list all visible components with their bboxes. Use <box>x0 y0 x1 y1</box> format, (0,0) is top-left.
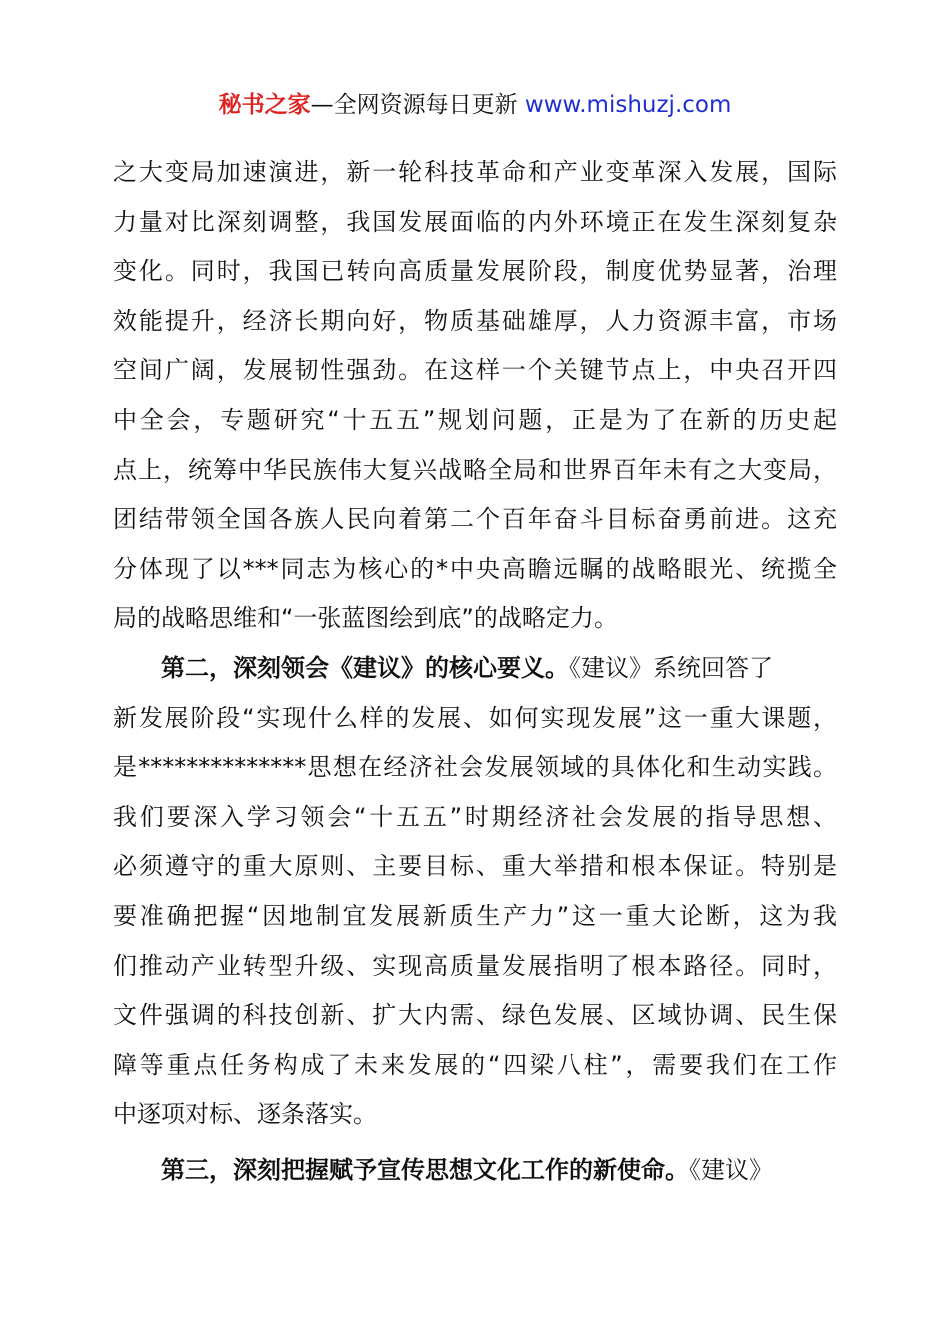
text-line: 中逐项对标、逐条落实。 <box>113 1100 377 1129</box>
text-line: 中全会，专题研究“十五五”规划问题，正是为了在新的历史起 <box>113 405 837 434</box>
site-brand: 秘书之家 <box>218 92 311 118</box>
text-line: 力量对比深刻调整，我国发展面临的内外环境正在发生深刻复杂 <box>113 207 837 236</box>
text-line: 团结带领全国各族人民向着第二个百年奋斗目标奋勇前进。这充 <box>113 505 837 534</box>
text-line: 空间广阔，发展韧性强劲。在这样一个关键节点上，中央召开四 <box>113 356 837 385</box>
text-line: 我们要深入学习领会“十五五”时期经济社会发展的指导思想、 <box>113 802 837 831</box>
heading-line-rest: 《建议》 <box>689 1155 773 1184</box>
site-url-link[interactable]: www.mishuzj.com <box>524 92 732 118</box>
text-line: 效能提升，经济长期向好，物质基础雄厚，人力资源丰富，市场 <box>113 306 837 335</box>
text-line: 分体现了以***同志为核心的*中央高瞻远瞩的战略眼光、统揽全 <box>113 554 837 583</box>
site-tagline: —全网资源每日更新 <box>310 92 525 118</box>
text-line: 必须遵守的重大原则、主要目标、重大举措和根本保证。特别是 <box>113 852 837 881</box>
paragraph-second <box>113 644 837 1140</box>
heading-line-rest: 《建议》系统回答了 <box>569 653 773 682</box>
text-line <box>113 644 837 694</box>
text-line: 局的战略思维和“一张蓝图绘到底”的战略定力。 <box>113 604 618 633</box>
text-line: 之大变局加速演进，新一轮科技革命和产业变革深入发展，国际 <box>113 158 837 186</box>
section-heading-second: 第二，深刻领会《建议》的核心要义。 <box>161 653 569 682</box>
text-line <box>113 1146 837 1196</box>
text-line: 们推动产业转型升级、实现高质量发展指明了根本路径。同时， <box>113 951 837 980</box>
paragraph-third <box>113 1146 837 1196</box>
text-line: 新发展阶段“实现什么样的发展、如何实现发展”这一重大课题， <box>113 703 837 732</box>
text-line: 障等重点任务构成了未来发展的“四梁八柱”，需要我们在工作 <box>113 1050 837 1079</box>
paragraph-context <box>113 148 837 644</box>
text-line: 文件强调的科技创新、扩大内需、绿色发展、区域协调、民生保 <box>113 1001 837 1030</box>
text-line: 点上，统筹中华民族伟大复兴战略全局和世界百年未有之大变局， <box>113 455 837 484</box>
text-line: 变化。同时，我国已转向高质量发展阶段，制度优势显著，治理 <box>113 257 837 286</box>
site-header <box>0 88 950 122</box>
section-heading-third: 第三，深刻把握赋予宣传思想文化工作的新使命。 <box>161 1155 689 1184</box>
text-line: 要准确把握“因地制宜发展新质生产力”这一重大论断，这为我 <box>113 901 837 930</box>
text-line: 是**************思想在经济社会发展领域的具体化和生动实践。 <box>113 753 837 782</box>
document-body <box>113 148 837 1195</box>
